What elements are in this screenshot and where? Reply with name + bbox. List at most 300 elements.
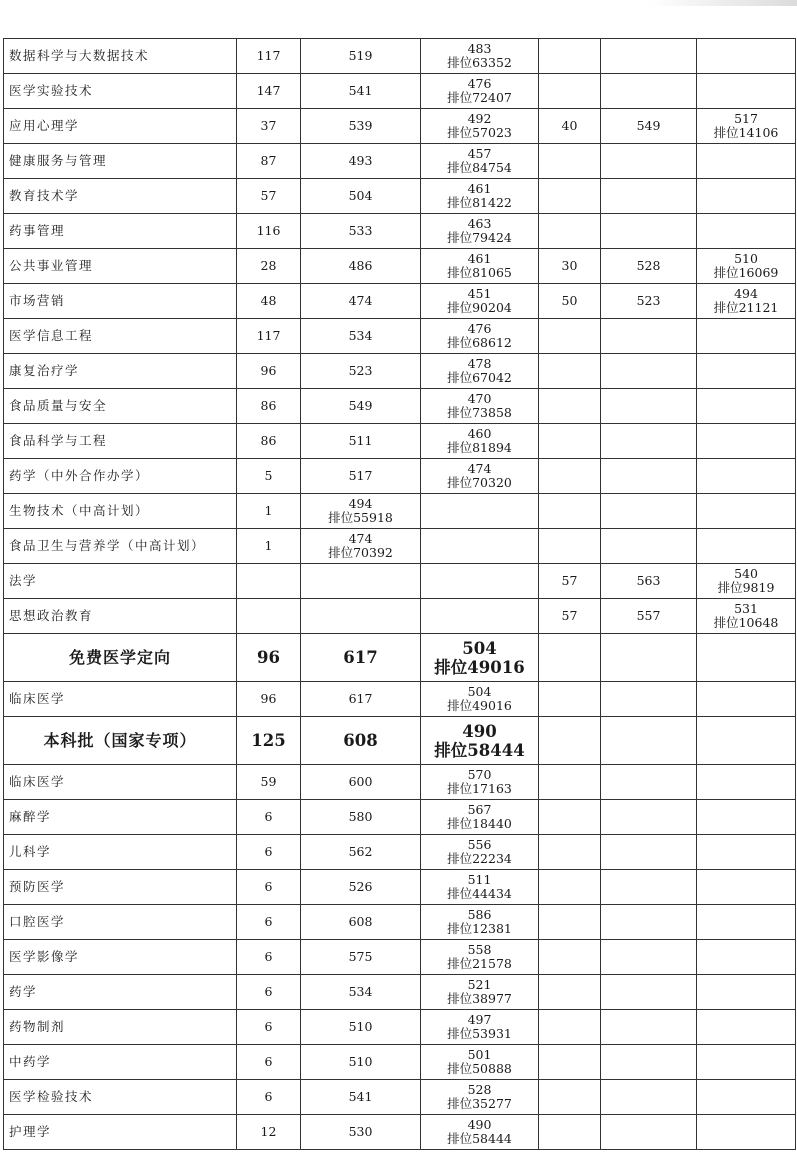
max-score: 530 xyxy=(348,1124,373,1139)
max-score-2: 563 xyxy=(636,573,661,588)
cell-plan-2 xyxy=(539,529,601,564)
cell-min-score-2 xyxy=(697,214,796,249)
cell-max-score-2 xyxy=(601,39,697,74)
min-score-rank: 排位17163 xyxy=(447,781,512,796)
major-name: 生物技术（中高计划） xyxy=(9,503,150,518)
cell-min-score xyxy=(421,1010,539,1045)
min-score-rank: 排位79424 xyxy=(447,230,512,245)
table-row xyxy=(4,319,796,354)
table-row xyxy=(4,800,796,835)
major-name: 临床医学 xyxy=(9,774,66,789)
table-row xyxy=(4,682,796,717)
cell-max-score-2 xyxy=(601,1010,697,1045)
plan-count: 48 xyxy=(260,293,277,308)
max-score: 474 xyxy=(348,531,373,546)
cell-min-score-2 xyxy=(697,564,796,599)
cell-plan xyxy=(237,284,301,319)
page-corner-shadow xyxy=(647,0,797,6)
cell-max-score xyxy=(301,800,421,835)
cell-min-score xyxy=(421,682,539,717)
min-score: 511 xyxy=(467,872,492,887)
cell-max-score xyxy=(301,494,421,529)
table-row xyxy=(4,940,796,975)
cell-max-score xyxy=(301,975,421,1010)
table-row xyxy=(4,424,796,459)
min-score: 461 xyxy=(467,251,492,266)
cell-plan xyxy=(237,905,301,940)
cell-plan xyxy=(237,765,301,800)
cell-major xyxy=(4,109,237,144)
cell-min-score xyxy=(421,39,539,74)
major-name: 本科批（国家专项） xyxy=(43,731,197,750)
cell-min-score xyxy=(421,765,539,800)
cell-min-score xyxy=(421,354,539,389)
min-score-rank: 排位90204 xyxy=(447,300,512,315)
max-score: 510 xyxy=(348,1019,373,1034)
plan-count: 87 xyxy=(260,153,277,168)
table-row xyxy=(4,354,796,389)
cell-plan-2 xyxy=(539,74,601,109)
cell-plan-2 xyxy=(539,179,601,214)
plan-count: 147 xyxy=(256,83,281,98)
cell-plan xyxy=(237,870,301,905)
cell-major xyxy=(4,1045,237,1080)
cell-min-score xyxy=(421,870,539,905)
cell-min-score-2 xyxy=(697,144,796,179)
cell-max-score-2 xyxy=(601,599,697,634)
cell-max-score-2 xyxy=(601,389,697,424)
max-score: 517 xyxy=(348,468,373,483)
max-score: 534 xyxy=(348,984,373,999)
cell-plan xyxy=(237,74,301,109)
cell-min-score xyxy=(421,319,539,354)
cell-plan-2 xyxy=(539,634,601,682)
table-row xyxy=(4,284,796,319)
cell-max-score-2 xyxy=(601,940,697,975)
min-score: 490 xyxy=(462,721,497,741)
major-name: 医学影像学 xyxy=(9,949,80,964)
cell-plan-2 xyxy=(539,1010,601,1045)
min-score: 461 xyxy=(467,181,492,196)
cell-min-score-2 xyxy=(697,717,796,765)
table-row xyxy=(4,529,796,564)
min-score: 567 xyxy=(467,802,492,817)
major-name: 康复治疗学 xyxy=(9,363,80,378)
min-score: 570 xyxy=(467,767,492,782)
min-score-rank: 排位58444 xyxy=(447,1131,512,1146)
table-row xyxy=(4,249,796,284)
cell-min-score xyxy=(421,1115,539,1150)
cell-major xyxy=(4,564,237,599)
table-row xyxy=(4,599,796,634)
cell-plan xyxy=(237,249,301,284)
major-name: 数据科学与大数据技术 xyxy=(9,48,150,63)
cell-major xyxy=(4,494,237,529)
cell-plan-2 xyxy=(539,494,601,529)
cell-plan xyxy=(237,529,301,564)
cell-max-score xyxy=(301,1045,421,1080)
cell-min-score-2 xyxy=(697,249,796,284)
min-score: 492 xyxy=(467,111,492,126)
cell-max-score xyxy=(301,634,421,682)
cell-min-score-2 xyxy=(697,905,796,940)
plan-count: 117 xyxy=(256,328,281,343)
plan-count: 6 xyxy=(264,984,273,999)
admission-score-table xyxy=(3,38,796,1150)
plan-count: 37 xyxy=(260,118,277,133)
table-row xyxy=(4,1115,796,1150)
plan-count: 1 xyxy=(264,503,273,518)
cell-major xyxy=(4,599,237,634)
min-score-rank: 排位72407 xyxy=(447,90,512,105)
max-score: 486 xyxy=(348,258,373,273)
max-score: 534 xyxy=(348,328,373,343)
cell-plan xyxy=(237,564,301,599)
cell-max-score xyxy=(301,214,421,249)
cell-plan-2 xyxy=(539,564,601,599)
cell-min-score-2 xyxy=(697,39,796,74)
cell-major xyxy=(4,717,237,765)
cell-plan xyxy=(237,682,301,717)
cell-max-score xyxy=(301,109,421,144)
min-score-rank: 排位38977 xyxy=(447,991,512,1006)
min-score-rank: 排位49016 xyxy=(447,698,512,713)
cell-plan-2 xyxy=(539,1115,601,1150)
min-score-rank: 排位68612 xyxy=(447,335,512,350)
max-score-rank: 排位55918 xyxy=(328,510,393,525)
plan-count: 96 xyxy=(260,691,277,706)
cell-plan-2 xyxy=(539,682,601,717)
table-row xyxy=(4,459,796,494)
plan-count-2: 40 xyxy=(561,118,578,133)
cell-plan xyxy=(237,494,301,529)
min-score: 501 xyxy=(467,1047,492,1062)
cell-plan-2 xyxy=(539,835,601,870)
max-score: 608 xyxy=(348,914,373,929)
cell-min-score xyxy=(421,459,539,494)
min-score: 470 xyxy=(467,391,492,406)
table-row xyxy=(4,564,796,599)
plan-count: 6 xyxy=(264,809,273,824)
cell-min-score-2 xyxy=(697,109,796,144)
table-row xyxy=(4,109,796,144)
cell-major xyxy=(4,1080,237,1115)
cell-max-score xyxy=(301,389,421,424)
cell-min-score-2 xyxy=(697,682,796,717)
cell-plan xyxy=(237,634,301,682)
min-score-rank: 排位35277 xyxy=(447,1096,512,1111)
max-score: 617 xyxy=(348,691,373,706)
major-name: 食品质量与安全 xyxy=(9,398,108,413)
cell-plan xyxy=(237,459,301,494)
min-score-2: 540 xyxy=(734,566,758,581)
plan-count-2: 50 xyxy=(561,293,578,308)
min-score-rank: 排位81422 xyxy=(447,195,512,210)
cell-max-score xyxy=(301,284,421,319)
cell-max-score-2 xyxy=(601,975,697,1010)
cell-min-score xyxy=(421,1045,539,1080)
max-score: 523 xyxy=(348,363,373,378)
min-score: 460 xyxy=(467,426,492,441)
max-score: 608 xyxy=(343,731,378,750)
cell-major xyxy=(4,1115,237,1150)
max-score: 474 xyxy=(348,293,373,308)
cell-min-score-2 xyxy=(697,529,796,564)
cell-max-score-2 xyxy=(601,800,697,835)
cell-major xyxy=(4,459,237,494)
min-score-rank-2: 排位21121 xyxy=(713,300,779,315)
major-name: 麻醉学 xyxy=(9,809,52,824)
min-score-rank-2: 排位10648 xyxy=(713,615,779,630)
cell-plan-2 xyxy=(539,975,601,1010)
min-score: 528 xyxy=(467,1082,492,1097)
min-score: 474 xyxy=(467,461,492,476)
cell-plan xyxy=(237,717,301,765)
cell-min-score-2 xyxy=(697,179,796,214)
table-row xyxy=(4,1010,796,1045)
plan-count: 6 xyxy=(264,879,273,894)
cell-min-score-2 xyxy=(697,1010,796,1045)
cell-max-score-2 xyxy=(601,682,697,717)
major-name: 免费医学定向 xyxy=(68,648,171,667)
min-score: 476 xyxy=(467,321,492,336)
min-score-rank: 排位73858 xyxy=(447,405,512,420)
cell-plan-2 xyxy=(539,599,601,634)
cell-max-score xyxy=(301,905,421,940)
cell-max-score-2 xyxy=(601,424,697,459)
plan-count-2: 30 xyxy=(561,258,578,273)
cell-max-score xyxy=(301,459,421,494)
cell-plan xyxy=(237,354,301,389)
cell-max-score xyxy=(301,144,421,179)
major-name: 中药学 xyxy=(9,1054,52,1069)
cell-max-score-2 xyxy=(601,459,697,494)
cell-min-score xyxy=(421,109,539,144)
major-name: 食品科学与工程 xyxy=(9,433,108,448)
cell-plan xyxy=(237,39,301,74)
major-name: 儿科学 xyxy=(9,844,52,859)
table-section-row xyxy=(4,717,796,765)
cell-plan-2 xyxy=(539,459,601,494)
cell-max-score-2 xyxy=(601,214,697,249)
cell-min-score xyxy=(421,835,539,870)
cell-max-score xyxy=(301,870,421,905)
major-name: 药事管理 xyxy=(9,223,66,238)
min-score-rank: 排位57023 xyxy=(447,125,512,140)
cell-max-score-2 xyxy=(601,494,697,529)
cell-max-score-2 xyxy=(601,354,697,389)
cell-major xyxy=(4,179,237,214)
cell-plan-2 xyxy=(539,39,601,74)
plan-count: 6 xyxy=(264,914,273,929)
min-score-rank: 排位21578 xyxy=(447,956,512,971)
cell-max-score-2 xyxy=(601,1045,697,1080)
max-score: 541 xyxy=(348,1089,373,1104)
cell-plan-2 xyxy=(539,765,601,800)
min-score-2: 494 xyxy=(734,286,758,301)
min-score: 490 xyxy=(467,1117,492,1132)
cell-plan xyxy=(237,1010,301,1045)
min-score-2: 510 xyxy=(734,251,758,266)
cell-max-score-2 xyxy=(601,249,697,284)
table-row xyxy=(4,905,796,940)
table-row xyxy=(4,389,796,424)
table-row xyxy=(4,975,796,1010)
cell-min-score-2 xyxy=(697,1080,796,1115)
min-score-2: 531 xyxy=(734,601,758,616)
min-score-rank: 排位53931 xyxy=(447,1026,512,1041)
min-score-rank-2: 排位16069 xyxy=(713,265,779,280)
cell-min-score-2 xyxy=(697,599,796,634)
plan-count: 6 xyxy=(264,949,273,964)
major-name: 药学（中外合作办学） xyxy=(9,468,150,483)
table-row xyxy=(4,765,796,800)
major-name: 医学检验技术 xyxy=(9,1089,94,1104)
table-row xyxy=(4,494,796,529)
cell-max-score-2 xyxy=(601,109,697,144)
cell-major xyxy=(4,249,237,284)
cell-max-score-2 xyxy=(601,717,697,765)
cell-plan-2 xyxy=(539,717,601,765)
table-row xyxy=(4,835,796,870)
min-score-rank: 排位22234 xyxy=(447,851,512,866)
cell-max-score xyxy=(301,529,421,564)
cell-min-score-2 xyxy=(697,1045,796,1080)
cell-min-score-2 xyxy=(697,319,796,354)
min-score: 457 xyxy=(467,146,492,161)
min-score-rank: 排位81065 xyxy=(447,265,512,280)
cell-plan xyxy=(237,144,301,179)
cell-min-score xyxy=(421,529,539,564)
max-score: 580 xyxy=(348,809,373,824)
cell-plan-2 xyxy=(539,109,601,144)
cell-plan-2 xyxy=(539,905,601,940)
cell-major xyxy=(4,870,237,905)
max-score: 541 xyxy=(348,83,373,98)
cell-major xyxy=(4,319,237,354)
cell-major xyxy=(4,74,237,109)
plan-count: 125 xyxy=(251,731,286,750)
cell-max-score xyxy=(301,765,421,800)
cell-plan-2 xyxy=(539,424,601,459)
cell-min-score-2 xyxy=(697,634,796,682)
cell-plan-2 xyxy=(539,214,601,249)
cell-min-score-2 xyxy=(697,459,796,494)
min-score: 478 xyxy=(467,356,492,371)
cell-major xyxy=(4,800,237,835)
cell-plan-2 xyxy=(539,1080,601,1115)
cell-plan-2 xyxy=(539,800,601,835)
max-score: 539 xyxy=(348,118,373,133)
plan-count: 96 xyxy=(257,648,280,667)
cell-major xyxy=(4,529,237,564)
cell-min-score xyxy=(421,424,539,459)
major-name: 教育技术学 xyxy=(9,188,80,203)
cell-min-score-2 xyxy=(697,975,796,1010)
cell-min-score xyxy=(421,905,539,940)
cell-min-score xyxy=(421,144,539,179)
cell-min-score xyxy=(421,249,539,284)
min-score-rank: 排位12381 xyxy=(447,921,512,936)
cell-min-score xyxy=(421,1080,539,1115)
cell-max-score-2 xyxy=(601,765,697,800)
table-section-row xyxy=(4,634,796,682)
min-score-rank: 排位67042 xyxy=(447,370,512,385)
plan-count: 6 xyxy=(264,844,273,859)
cell-min-score xyxy=(421,179,539,214)
max-score: 600 xyxy=(348,774,373,789)
cell-major xyxy=(4,940,237,975)
cell-plan-2 xyxy=(539,940,601,975)
cell-max-score xyxy=(301,249,421,284)
cell-min-score xyxy=(421,564,539,599)
cell-max-score-2 xyxy=(601,870,697,905)
max-score: 617 xyxy=(343,648,378,667)
cell-major xyxy=(4,214,237,249)
plan-count: 57 xyxy=(260,188,277,203)
major-name: 法学 xyxy=(9,573,38,588)
cell-max-score xyxy=(301,424,421,459)
cell-plan-2 xyxy=(539,870,601,905)
min-score: 586 xyxy=(467,907,492,922)
max-score-2: 557 xyxy=(636,608,661,623)
cell-min-score-2 xyxy=(697,870,796,905)
plan-count-2: 57 xyxy=(561,608,578,623)
max-score-2: 528 xyxy=(636,258,661,273)
table-row xyxy=(4,74,796,109)
max-score: 493 xyxy=(348,153,373,168)
min-score-rank: 排位50888 xyxy=(447,1061,512,1076)
min-score-rank-2: 排位14106 xyxy=(713,125,779,140)
cell-min-score xyxy=(421,800,539,835)
min-score-rank: 排位58444 xyxy=(434,740,525,760)
max-score: 504 xyxy=(348,188,373,203)
cell-min-score xyxy=(421,389,539,424)
cell-major xyxy=(4,39,237,74)
cell-min-score-2 xyxy=(697,940,796,975)
major-name: 医学实验技术 xyxy=(9,83,94,98)
cell-max-score-2 xyxy=(601,634,697,682)
table-row xyxy=(4,144,796,179)
cell-max-score xyxy=(301,1115,421,1150)
max-score: 562 xyxy=(348,844,373,859)
plan-count: 116 xyxy=(256,223,281,238)
cell-min-score-2 xyxy=(697,354,796,389)
cell-plan xyxy=(237,319,301,354)
table-row xyxy=(4,1080,796,1115)
cell-min-score-2 xyxy=(697,74,796,109)
cell-major xyxy=(4,765,237,800)
min-score-rank: 排位49016 xyxy=(434,657,525,677)
table-row xyxy=(4,870,796,905)
cell-min-score-2 xyxy=(697,1115,796,1150)
cell-major xyxy=(4,682,237,717)
plan-count: 28 xyxy=(260,258,277,273)
cell-plan-2 xyxy=(539,389,601,424)
plan-count: 6 xyxy=(264,1054,273,1069)
plan-count: 6 xyxy=(264,1019,273,1034)
plan-count: 86 xyxy=(260,398,277,413)
cell-plan xyxy=(237,835,301,870)
plan-count: 86 xyxy=(260,433,277,448)
max-score: 533 xyxy=(348,223,373,238)
cell-max-score xyxy=(301,179,421,214)
cell-min-score xyxy=(421,634,539,682)
cell-min-score xyxy=(421,494,539,529)
cell-plan-2 xyxy=(539,319,601,354)
max-score: 510 xyxy=(348,1054,373,1069)
cell-plan xyxy=(237,1115,301,1150)
